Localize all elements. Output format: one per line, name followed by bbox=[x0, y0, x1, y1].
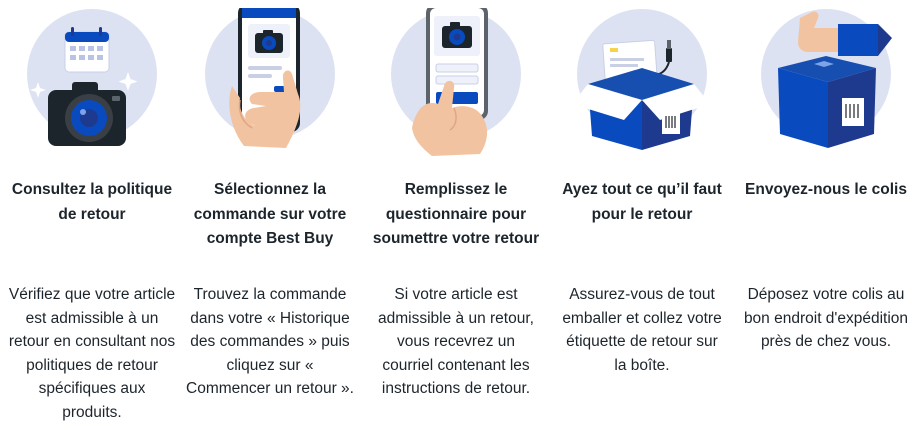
phone-order-icon bbox=[186, 8, 354, 158]
open-box-icon bbox=[558, 8, 726, 158]
calendar-camera-icon bbox=[8, 8, 176, 158]
step-title: Envoyez-nous le colis bbox=[745, 181, 907, 198]
step-title: Ayez tout ce qu’il faut pour le retour bbox=[562, 181, 722, 223]
step-description: Assurez-vous de tout emballer et collez votre étiquette de retour sur la boîte. bbox=[562, 286, 722, 374]
closed-box-thumbs-up-icon bbox=[742, 8, 910, 158]
step-title: Remplissez le questionnaire pour soumettre votre retour bbox=[372, 181, 540, 247]
step-title: Consultez la politique de retour bbox=[11, 181, 173, 223]
step-title: Sélectionnez la commande sur votre compte Best Buy bbox=[193, 181, 347, 247]
step-description: Vérifiez que votre article est admissible à un retour en consultant nos politiques de retour spécifiques aux produits. bbox=[8, 286, 176, 421]
step-description: Déposez votre colis au bon endroit d'expédition près de chez vous. bbox=[743, 286, 909, 350]
step-description: Trouvez la commande dans votre « Historique des commandes » puis cliquez sur « Commencer un retour ». bbox=[186, 286, 354, 397]
step-description: Si votre article est admissible à un retour, vous recevrez un courriel contenant les instructions de retour. bbox=[378, 286, 534, 397]
phone-form-icon bbox=[372, 8, 540, 158]
